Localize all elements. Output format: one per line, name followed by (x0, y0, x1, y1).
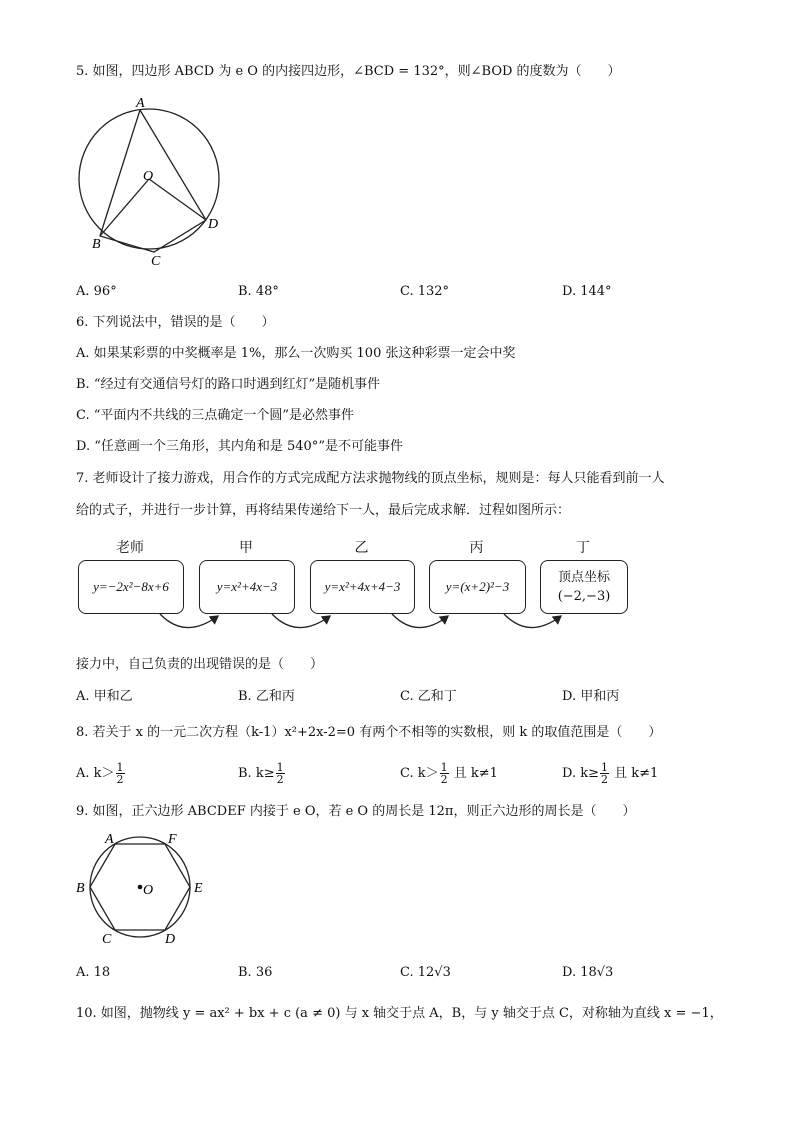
q7-stem-line1: 7. 老师设计了接力游戏，用合作的方式完成配方法求抛物线的顶点坐标，规则是：每人只能看到前一人 (76, 471, 665, 486)
q5-option-c: C. 132° (400, 284, 450, 299)
relay-name-yi: 乙 (354, 540, 369, 556)
q5-ob (100, 179, 149, 236)
q8-c-num: 1 (440, 761, 448, 774)
q5-label-a: A (136, 96, 145, 111)
q9-label-o: O (143, 883, 154, 898)
q8-d-prefix: D. k≥ (562, 766, 599, 781)
q5-label-o: O (143, 169, 154, 184)
q9-option-d: D. 18√3 (562, 965, 614, 980)
q5-od (149, 179, 206, 220)
q8-b-fraction (276, 762, 285, 785)
q8-d-fraction (600, 762, 609, 785)
q5-label-c: C (151, 254, 161, 269)
relay-box-teacher: y=−2x²−8x+6 (78, 560, 184, 614)
q8-option-c (400, 762, 498, 785)
q8-stem: 8. 若关于 x 的一元二次方程（k-1）x²+2x-2=0 有两个不相等的实数根，则 k 的取值范围是（ ） (76, 725, 662, 740)
relay-name-ding: 丁 (576, 540, 590, 556)
q8-option-b (238, 762, 286, 785)
arrow-2 (272, 614, 330, 628)
q10-stem: 10. 如图，抛物线 y = ax² + bx + c (a ≠ 0) 与 x 轴交于点 A，B，与 y 轴交于点 C，对称轴为直线 x = −1， (76, 1006, 723, 1021)
arrow-3 (392, 614, 448, 628)
q5-option-d: D. 144° (562, 284, 612, 299)
q5-stem: 5. 如图，四边形 ABCD 为 e O 的内接四边形，∠BCD = 132°，则∠BOD 的度数为（ ） (76, 64, 621, 79)
q8-c-prefix: C. k＞ (400, 766, 439, 781)
q9-stem: 9. 如图，正六边形 ABCDEF 内接于 e O，若 e O 的周长是 12π，则正六边形的周长是（ ） (76, 804, 636, 819)
relay-box-yi: y=x²+4x+4−3 (310, 560, 415, 614)
q8-d-den: 2 (601, 773, 608, 786)
q9-label-d: D (165, 932, 176, 947)
q8-d-suffix: 且 k≠1 (610, 766, 659, 781)
q8-a-den: 2 (116, 773, 124, 786)
q8-c-fraction (440, 762, 449, 785)
q6-option-d: D. “任意画一个三角形，其内角和是 540°”是不可能事件 (76, 439, 403, 454)
q8-c-den: 2 (440, 773, 448, 786)
q8-d-num: 1 (601, 761, 608, 774)
q6-option-a: A. 如果某彩票的中奖概率是 1%，那么一次购买 100 张这种彩票一定会中奖 (76, 346, 516, 361)
relay-name-jia: 甲 (239, 540, 253, 556)
q8-b-den: 2 (276, 773, 284, 786)
q7-option-c: C. 乙和丁 (400, 689, 457, 704)
q8-option-d (562, 762, 658, 785)
arrow-4 (504, 614, 561, 628)
relay-ding-line2: (−2,−3) (557, 589, 611, 604)
q9-figure (72, 828, 212, 948)
q8-a-prefix: A. k＞ (76, 766, 115, 781)
relay-name-bing: 丙 (469, 540, 484, 556)
q9-label-c: C (102, 932, 112, 947)
arrow-1 (160, 614, 218, 628)
q9-option-c: C. 12√3 (400, 965, 451, 980)
q6-stem: 6. 下列说法中，错误的是（ ） (76, 315, 275, 330)
q8-option-a (76, 762, 126, 785)
q5-label-d: D (208, 217, 219, 232)
q9-center-dot (138, 885, 143, 890)
q8-a-num: 1 (116, 761, 124, 774)
relay-box-jia: y=x²+4x−3 (199, 560, 295, 614)
q9-option-b: B. 36 (238, 965, 273, 980)
q8-a-fraction (116, 762, 125, 785)
q5-option-b: B. 48° (238, 284, 279, 299)
q6-option-c: C. “平面内不共线的三点确定一个圆”是必然事件 (76, 408, 355, 423)
q7-question: 接力中，自己负责的出现错误的是（ ） (76, 657, 324, 672)
q9-option-a: A. 18 (76, 965, 111, 980)
relay-ding-line1: 顶点坐标 (557, 570, 610, 585)
q9-label-f: F (168, 832, 177, 847)
q7-option-a: A. 甲和乙 (76, 689, 133, 704)
relay-box-bing: y=(x+2)²−3 (429, 560, 526, 614)
q7-option-d: D. 甲和丙 (562, 689, 620, 704)
q6-option-b: B. “经过有交通信号灯的路口时遇到红灯”是随机事件 (76, 377, 381, 392)
q8-b-prefix: B. k≥ (238, 766, 275, 781)
q5-figure (70, 92, 230, 272)
q8-c-suffix: 且 k≠1 (449, 766, 498, 781)
relay-name-teacher: 老师 (116, 540, 144, 556)
q5-label-b: B (92, 237, 101, 252)
q7-option-b: B. 乙和丙 (238, 689, 295, 704)
q9-label-b: B (76, 881, 85, 896)
q7-stem-line2: 给的式子，并进行一步计算，再将结果传递给下一人，最后完成求解．过程如图所示： (76, 503, 571, 518)
q9-label-e: E (194, 881, 203, 896)
q5-option-a: A. 96° (76, 284, 117, 299)
q9-label-a: A (105, 832, 114, 847)
q8-b-num: 1 (276, 761, 284, 774)
